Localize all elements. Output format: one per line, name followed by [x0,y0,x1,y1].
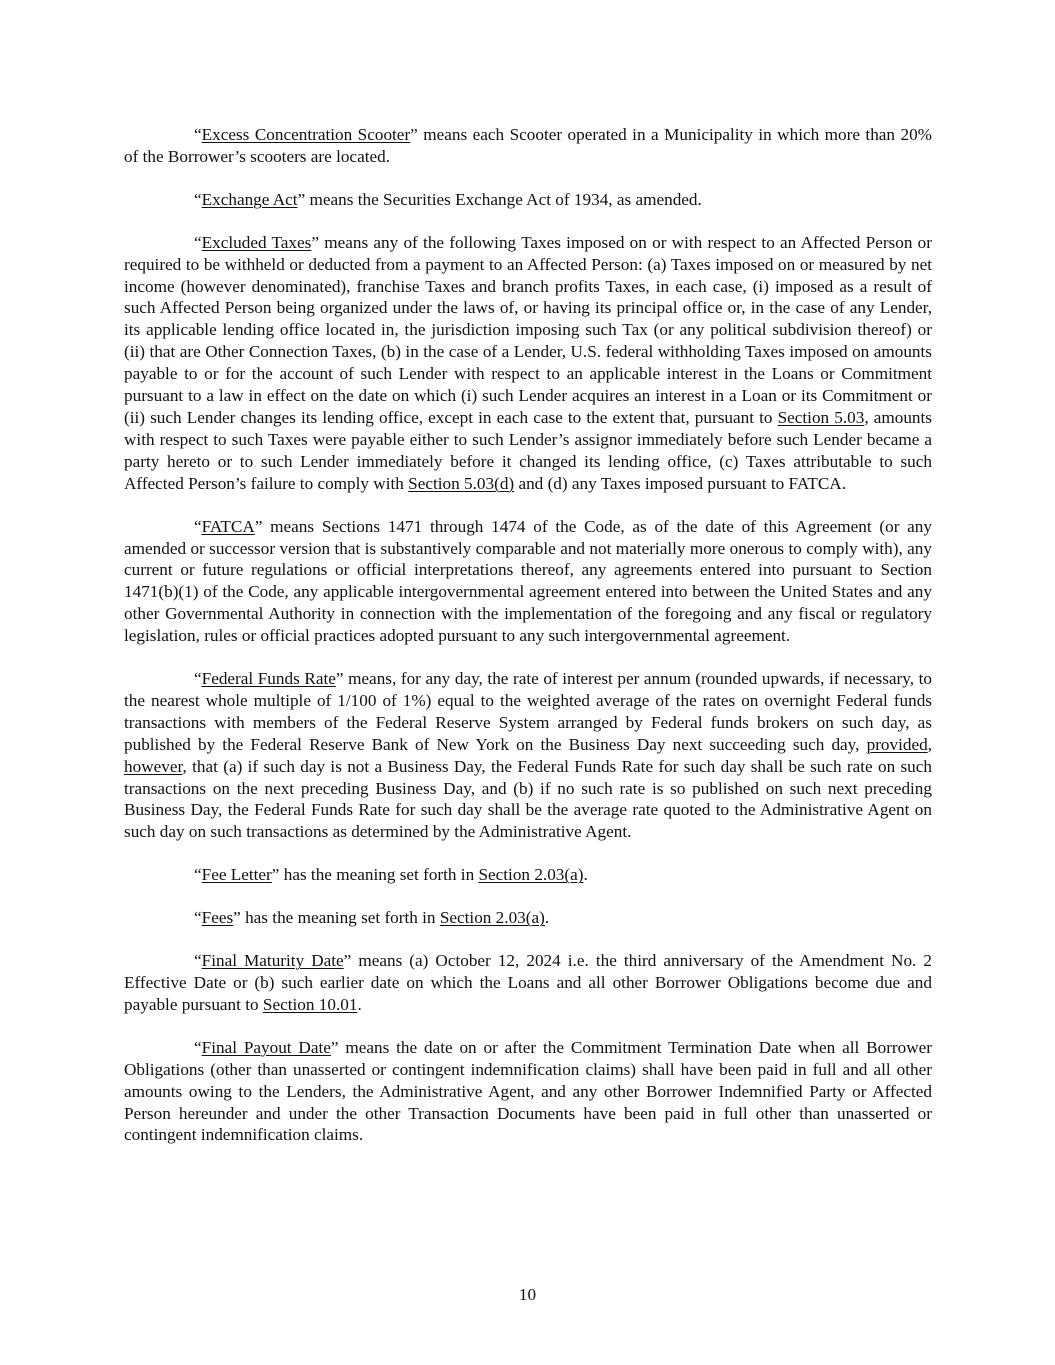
definition-text: , that (a) if such day is not a Business Day, the Federal Funds Rate for such day shall be such rate on such transactions on the next preceding Business Day, and (b) if no such rate is so published on such next preceding Business Day, the Federal Funds Rate for such day shall be the average rate quoted to the Administrative Agent on such day on such transactions as determined by the Administrative Agent. [124,756,932,842]
defined-term: FATCA [201,516,255,536]
definition-text: ” [410,125,418,144]
cross-reference: however [124,756,183,776]
definition-paragraph [124,1037,932,1147]
definition-text: . [357,994,362,1014]
open-quote: “ [194,232,202,252]
defined-term: Federal Funds Rate [201,669,336,689]
definition-paragraph [124,189,932,211]
cross-reference: Section 5.03(d) [408,473,515,493]
open-quote: “ [194,1037,202,1057]
definition-paragraph [124,232,932,495]
defined-term: Final Maturity Date [201,951,344,971]
defined-term: Final Payout Date [201,1037,331,1057]
definition-text: , [927,734,932,754]
cross-reference: provided [866,734,928,754]
definition-text: ” means Sections 1471 through 1474 of the Code, as of the date of this Agreement (or any amended or successor version that is substantively comparable and not materially more onerous to comply with), any current or future regulations or official interpretations thereof, any agreements entered into pursuant to Section 1471(b)(1) of the Code, any applicable intergovernmental agreement entered into between the United States and any other Governmental Authority in connection with the implementation of the foregoing and any fiscal or regulatory legislation, rules or official practices adopted pursuant to any such intergovernmental agreement. [124,516,932,646]
definition-text: and (d) any Taxes imposed pursuant to FATCA. [514,473,846,493]
definition-text: ” means any of the following Taxes imposed on or with respect to an Affected Person or required to be withheld or deducted from a payment to an Affected Person: (a) Taxes imposed on or measured by net income (however denominated), franchise Taxes and branch profits Taxes, in each case, (i) imposed as a result of such Affected Person being organized under the laws of, or having its principal office or, in the case of any Lender, its applicable lending office located in, the jurisdiction imposing such Tax (or any political subdivision thereof) or (ii) that are Other Connection Taxes, (b) in the case of a Lender, U.S. federal withholding Taxes imposed on amounts payable to or for the account of such Lender with respect to an applicable interest in the Loans or Commitment pursuant to a law in effect on the date on which (i) such Lender acquires an interest in a Loan or its Commitment or (ii) such Lender changes its lending office, except in each case to the extent that, pursuant to [124,232,933,427]
open-quote: “ [194,516,202,536]
defined-term: Excess Concentration Scooter [201,125,411,144]
definition-text: ” means the Securities Exchange Act of 1934, as amended. [297,189,702,209]
definition-text: ” has the meaning set forth in [271,865,479,885]
cross-reference: Section 10.01 [262,994,358,1014]
defined-term: Fees [201,908,234,928]
definition-paragraph [124,516,932,647]
cross-reference: Section 5.03 [777,407,865,427]
open-quote: “ [194,189,202,209]
open-quote: “ [194,908,202,928]
definition-paragraph [124,950,932,1016]
open-quote: “ [194,865,202,885]
defined-term: Exchange Act [201,189,298,209]
definition-paragraph [124,907,932,929]
definition-text: . [544,908,550,928]
cross-reference: Section 2.03(a) [478,865,584,885]
definition-paragraph [124,668,932,843]
definition-paragraph [124,124,932,168]
open-quote: “ [194,125,202,144]
definition-text: means each Scooter operated in a Municipality in which more than 20% of the Borrower’s scooters are located. [124,125,932,166]
defined-term: Fee Letter [201,865,272,885]
definition-text: . [583,865,588,885]
definition-text: ” means, for any day, the rate of interest per annum (rounded upwards, if necessary, to the nearest whole multiple of 1/100 of 1%) equal to the weighted average of the rates on overnight Federal funds transactions with members of the Federal Reserve System arranged by Federal funds brokers on such day, as published by the Federal Reserve Bank of New York on the Business Day next succeeding such day, [124,669,932,754]
page-number: 10 [518,1285,537,1304]
cross-reference: Section 2.03(a) [439,908,545,928]
definitions-list [124,124,932,1167]
defined-term: Excluded Taxes [201,232,312,252]
definition-paragraph [124,864,932,886]
definition-text: , amounts with respect to such Taxes were payable either to such Lender’s assignor immediately before such Lender became a party hereto or to such Lender immediately before it changed its lending office, (c) Taxes attributable to such Affected Person’s failure to comply with [124,407,932,493]
definition-text: ” means the date on or after the Commitment Termination Date when all Borrower Obligations (other than unasserted or contingent indemnification claims) shall have been paid in full and all other amounts owing to the Lenders, the Administrative Agent, and any other Borrower Indemnified Party or Affected Person hereunder and under the other Transaction Documents have been paid in full other than unasserted or contingent indemnification claims. [124,1037,932,1145]
open-quote: “ [194,951,202,971]
open-quote: “ [194,669,202,689]
definition-text: ” means (a) October 12, 2024 i.e. the third anniversary of the Amendment No. 2 Effective Date or (b) such earlier date on which the Loans and all other Borrower Obligations become due and payable pursuant to [124,951,932,1014]
definition-text: ” has the meaning set forth in [233,908,440,928]
